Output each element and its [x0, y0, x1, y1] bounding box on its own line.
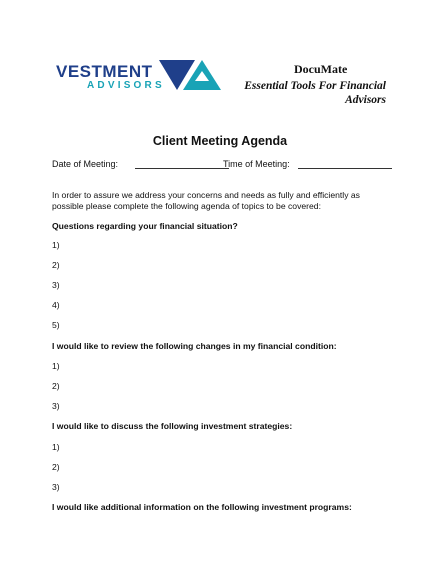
- logo-subtitle: ADVISORS: [87, 80, 165, 91]
- time-of-meeting-row: [223, 159, 392, 169]
- logo-triangle-icon: [159, 58, 221, 92]
- page-title: Client Meeting Agenda: [152, 134, 288, 148]
- section-heading: I would like additional information on the following investment programs:: [52, 502, 352, 512]
- page-header: [0, 0, 440, 110]
- time-label: Time of Meeting:: [223, 159, 290, 169]
- list-item: 1): [52, 442, 60, 452]
- brand-tagline-line1: Essential Tools For Financial: [244, 80, 386, 92]
- documate-brand: [216, 62, 386, 107]
- date-field[interactable]: [135, 159, 229, 169]
- list-item: 1): [52, 240, 60, 250]
- date-of-meeting-row: [52, 159, 229, 169]
- brand-name: DocuMate: [294, 62, 348, 76]
- list-item: 3): [52, 482, 60, 492]
- date-label: Date of Meeting:: [52, 159, 119, 169]
- list-item: 5): [52, 320, 60, 330]
- logo-wordmark: VESTMENT: [56, 62, 153, 81]
- section-heading: I would like to review the following changes in my financial condition:: [52, 341, 337, 351]
- list-item: 2): [52, 381, 60, 391]
- list-item: 2): [52, 260, 60, 270]
- list-item: 3): [52, 401, 60, 411]
- section-heading: I would like to discuss the following investment strategies:: [52, 421, 293, 431]
- list-item: 4): [52, 300, 60, 310]
- brand-tagline-line2: Advisors: [345, 94, 386, 106]
- intro-paragraph: In order to assure we address your concerns and needs as fully and efficiently as possible please complete the following agenda of topics to be covered:: [52, 190, 360, 211]
- time-field[interactable]: [298, 159, 392, 169]
- list-item: 3): [52, 280, 60, 290]
- list-item: 2): [52, 462, 60, 472]
- section-heading: Questions regarding your financial situation?: [52, 221, 238, 231]
- list-item: 1): [52, 361, 60, 371]
- vestment-advisors-logo: [56, 58, 226, 94]
